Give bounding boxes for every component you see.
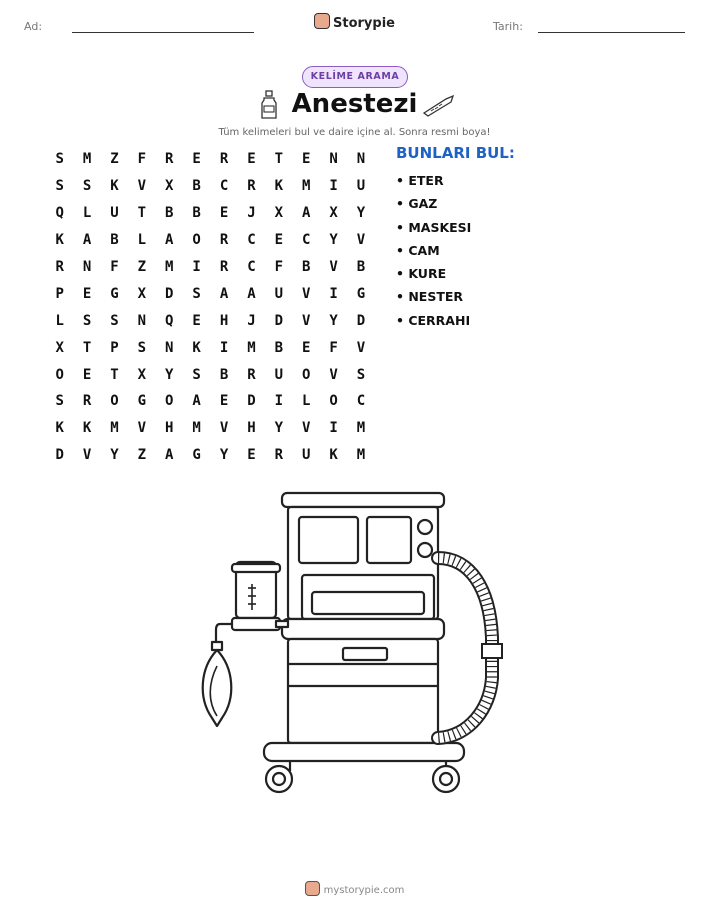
grid-letter[interactable]: U (356, 178, 366, 195)
grid-letter[interactable]: R (247, 178, 256, 195)
grid-row (46, 307, 375, 334)
grid-letter[interactable]: Y (329, 232, 338, 249)
grid-letter[interactable]: L (137, 232, 147, 249)
footer-url: mystorypie.com (323, 885, 405, 896)
grid-letter[interactable]: M (110, 420, 119, 437)
grid-letter[interactable]: B (165, 205, 174, 222)
grid-letter[interactable]: E (219, 205, 229, 222)
word-list-item: • KURE (396, 266, 447, 282)
grid-letter[interactable]: E (192, 151, 201, 168)
instructions: Tüm kelimeleri bul ve daire içine al. Sonra resmi boya! (218, 127, 491, 138)
grid-letter[interactable]: A (301, 205, 311, 222)
grid-letter[interactable]: K (329, 447, 338, 464)
grid-letter[interactable]: I (192, 259, 201, 275)
word-list-item: • GAZ (396, 196, 438, 212)
grid-letter[interactable]: T (82, 339, 92, 356)
grid-letter[interactable]: X (137, 285, 147, 302)
grid-letter[interactable]: V (356, 232, 366, 249)
grid-letter[interactable]: R (219, 151, 229, 168)
footer (0, 881, 709, 896)
grid-letter[interactable]: X (55, 339, 64, 356)
grid-row (46, 442, 375, 469)
grid-letter[interactable]: V (137, 420, 147, 437)
grid-letter[interactable]: B (110, 232, 119, 249)
name-line (72, 32, 254, 33)
grid-letter[interactable]: D (165, 285, 174, 302)
grid-letter[interactable]: O (329, 393, 338, 410)
grid-letter[interactable]: R (82, 393, 92, 410)
grid-letter[interactable]: T (110, 366, 119, 383)
grid-letter[interactable]: B (192, 178, 201, 195)
anesthesia-machine-illustration (190, 488, 510, 800)
grid-letter[interactable]: R (219, 232, 229, 249)
grid-letter[interactable]: B (219, 366, 229, 383)
grid-letter[interactable]: I (274, 393, 284, 410)
grid-letter[interactable]: I (329, 285, 338, 302)
grid-letter[interactable]: Q (165, 312, 174, 329)
grid-letter[interactable]: K (110, 178, 119, 195)
grid-letter[interactable]: D (356, 312, 366, 329)
grid-letter[interactable]: V (329, 259, 338, 275)
grid-row (46, 173, 375, 200)
grid-letter[interactable]: S (137, 339, 147, 356)
grid-letter[interactable]: I (219, 339, 229, 356)
grid-letter[interactable]: Z (137, 259, 147, 275)
grid-letter[interactable]: Y (356, 205, 366, 222)
grid-letter[interactable]: X (137, 366, 147, 383)
grid-letter[interactable]: I (329, 178, 338, 195)
grid-letter[interactable]: K (55, 420, 64, 437)
grid-letter[interactable]: R (219, 259, 229, 275)
grid-letter[interactable]: M (192, 420, 201, 437)
grid-letter[interactable]: H (219, 312, 229, 329)
grid-letter[interactable]: Z (137, 447, 147, 464)
grid-letter[interactable]: F (274, 259, 284, 275)
grid-letter[interactable]: U (301, 447, 311, 464)
grid-letter[interactable]: A (192, 393, 201, 410)
grid-row (46, 280, 375, 307)
grid-letter[interactable]: S (82, 312, 92, 329)
grid-row (46, 227, 375, 254)
grid-letter[interactable]: G (137, 393, 147, 410)
puzzle-type-badge: KELİME ARAMA (302, 66, 408, 88)
grid-letter[interactable]: X (165, 178, 174, 195)
grid-letter[interactable]: V (137, 178, 147, 195)
date-label: Tarih: (493, 20, 523, 33)
grid-letter[interactable]: J (247, 205, 256, 222)
grid-letter[interactable]: A (219, 285, 229, 302)
grid-letter[interactable]: N (82, 259, 92, 275)
grid-letter[interactable]: G (192, 447, 201, 464)
grid-letter[interactable]: F (329, 339, 338, 356)
grid-letter[interactable]: R (165, 151, 174, 168)
grid-letter[interactable]: V (301, 312, 311, 329)
word-list-item: • NESTER (396, 289, 464, 305)
grid-letter[interactable]: M (82, 151, 92, 168)
grid-row (46, 334, 375, 361)
grid-letter[interactable]: P (55, 285, 64, 302)
grid-letter[interactable]: O (165, 393, 174, 410)
grid-letter[interactable]: V (219, 420, 229, 437)
grid-row (46, 415, 375, 442)
grid-letter[interactable]: U (274, 366, 284, 383)
grid-letter[interactable]: K (192, 339, 201, 356)
grid-letter[interactable]: E (82, 366, 92, 383)
grid-letter[interactable]: Y (110, 447, 119, 464)
date-line (538, 32, 685, 33)
grid-row (46, 146, 375, 173)
word-list-item: • MASKESI (396, 219, 472, 235)
letter-grid (46, 146, 375, 469)
grid-letter[interactable]: Y (219, 447, 229, 464)
brand-logo (0, 13, 709, 31)
grid-letter[interactable]: C (301, 232, 311, 249)
grid-letter[interactable]: E (192, 312, 201, 329)
grid-letter[interactable]: E (301, 151, 311, 168)
grid-letter[interactable]: V (356, 339, 366, 356)
grid-letter[interactable]: M (301, 178, 311, 195)
grid-letter[interactable]: M (356, 420, 366, 437)
grid-letter[interactable]: D (274, 312, 284, 329)
grid-letter[interactable]: R (55, 259, 64, 275)
grid-letter[interactable]: N (356, 151, 366, 168)
grid-letter[interactable]: Q (55, 205, 64, 222)
grid-letter[interactable]: S (356, 366, 366, 383)
grid-letter[interactable]: S (55, 393, 64, 410)
grid-letter[interactable]: F (137, 151, 147, 168)
grid-letter[interactable]: E (219, 393, 229, 410)
grid-letter[interactable]: Y (329, 312, 338, 329)
grid-letter[interactable]: G (356, 285, 366, 302)
grid-letter[interactable]: N (137, 312, 147, 329)
grid-letter[interactable]: K (82, 420, 92, 437)
grid-row (46, 361, 375, 388)
grid-letter[interactable]: A (165, 232, 174, 249)
grid-letter[interactable]: B (356, 259, 366, 275)
grid-letter[interactable]: I (329, 420, 338, 437)
grid-row (46, 254, 375, 281)
grid-letter[interactable]: P (110, 339, 119, 356)
grid-letter[interactable]: C (247, 232, 256, 249)
grid-letter[interactable]: S (192, 285, 201, 302)
grid-letter[interactable]: M (247, 339, 256, 356)
grid-letter[interactable]: B (301, 259, 311, 275)
grid-letter[interactable]: E (274, 232, 284, 249)
grid-letter[interactable]: E (247, 151, 256, 168)
name-label: Ad: (24, 20, 43, 33)
grid-letter[interactable]: O (301, 366, 311, 383)
storypie-logo-icon (314, 13, 330, 29)
grid-letter[interactable]: X (329, 205, 338, 222)
word-list-item: • CAM (396, 242, 440, 258)
grid-letter[interactable]: U (110, 205, 119, 222)
word-list-item: • ETER (396, 173, 444, 188)
grid-letter[interactable]: F (110, 259, 119, 275)
grid-letter[interactable]: V (301, 285, 311, 302)
grid-letter[interactable]: Y (165, 366, 174, 383)
grid-letter[interactable]: S (55, 151, 64, 168)
grid-letter[interactable]: S (55, 178, 64, 195)
grid-letter[interactable]: O (192, 232, 201, 249)
grid-letter[interactable]: V (301, 420, 311, 437)
brand-name: Storypie (333, 16, 395, 31)
grid-letter[interactable]: S (82, 178, 92, 195)
grid-letter[interactable]: C (247, 259, 256, 275)
grid-row (46, 388, 375, 415)
grid-letter[interactable]: Z (110, 151, 119, 168)
grid-letter[interactable]: U (274, 285, 284, 302)
grid-letter[interactable]: T (274, 151, 284, 168)
grid-letter[interactable]: V (82, 447, 92, 464)
grid-letter[interactable]: O (110, 393, 119, 410)
grid-letter[interactable]: Y (274, 420, 284, 437)
grid-letter[interactable]: J (247, 312, 256, 329)
grid-letter[interactable]: R (274, 447, 284, 464)
grid-letter[interactable]: M (356, 447, 366, 464)
grid-letter[interactable]: A (247, 285, 256, 302)
page-title: Anestezi (291, 89, 418, 119)
word-list-item: • CERRAHI (396, 312, 471, 328)
grid-letter[interactable]: N (165, 339, 174, 356)
grid-letter[interactable]: L (82, 205, 92, 222)
grid-letter[interactable]: E (301, 339, 311, 356)
grid-letter[interactable]: L (301, 393, 311, 410)
word-list (396, 172, 471, 335)
grid-letter[interactable]: B (192, 205, 201, 222)
grid-letter[interactable]: H (247, 420, 256, 437)
grid-letter[interactable]: B (274, 339, 284, 356)
grid-letter[interactable]: D (55, 447, 64, 464)
grid-row (46, 200, 375, 227)
grid-letter[interactable]: S (192, 366, 201, 383)
grid-letter[interactable]: M (165, 259, 174, 275)
grid-letter[interactable]: X (274, 205, 284, 222)
grid-letter[interactable]: D (247, 393, 256, 410)
storypie-footer-icon (305, 881, 320, 896)
grid-letter[interactable]: G (110, 285, 119, 302)
grid-letter[interactable]: K (55, 232, 64, 249)
grid-letter[interactable]: V (329, 366, 338, 383)
grid-letter[interactable]: L (55, 312, 64, 329)
grid-letter[interactable]: C (356, 393, 366, 410)
grid-letter[interactable]: C (219, 178, 229, 195)
grid-letter[interactable]: O (55, 366, 64, 383)
scalpel-icon (422, 94, 456, 118)
grid-letter[interactable]: A (82, 232, 92, 249)
grid-letter[interactable]: E (247, 447, 256, 464)
grid-letter[interactable]: A (165, 447, 174, 464)
grid-letter[interactable]: K (274, 178, 284, 195)
grid-letter[interactable]: H (165, 420, 174, 437)
grid-letter[interactable]: S (110, 312, 119, 329)
grid-letter[interactable]: E (82, 285, 92, 302)
word-list-title: BUNLARI BUL: (396, 144, 515, 162)
grid-letter[interactable]: R (247, 366, 256, 383)
grid-letter[interactable]: T (137, 205, 147, 222)
grid-letter[interactable]: N (329, 151, 338, 168)
